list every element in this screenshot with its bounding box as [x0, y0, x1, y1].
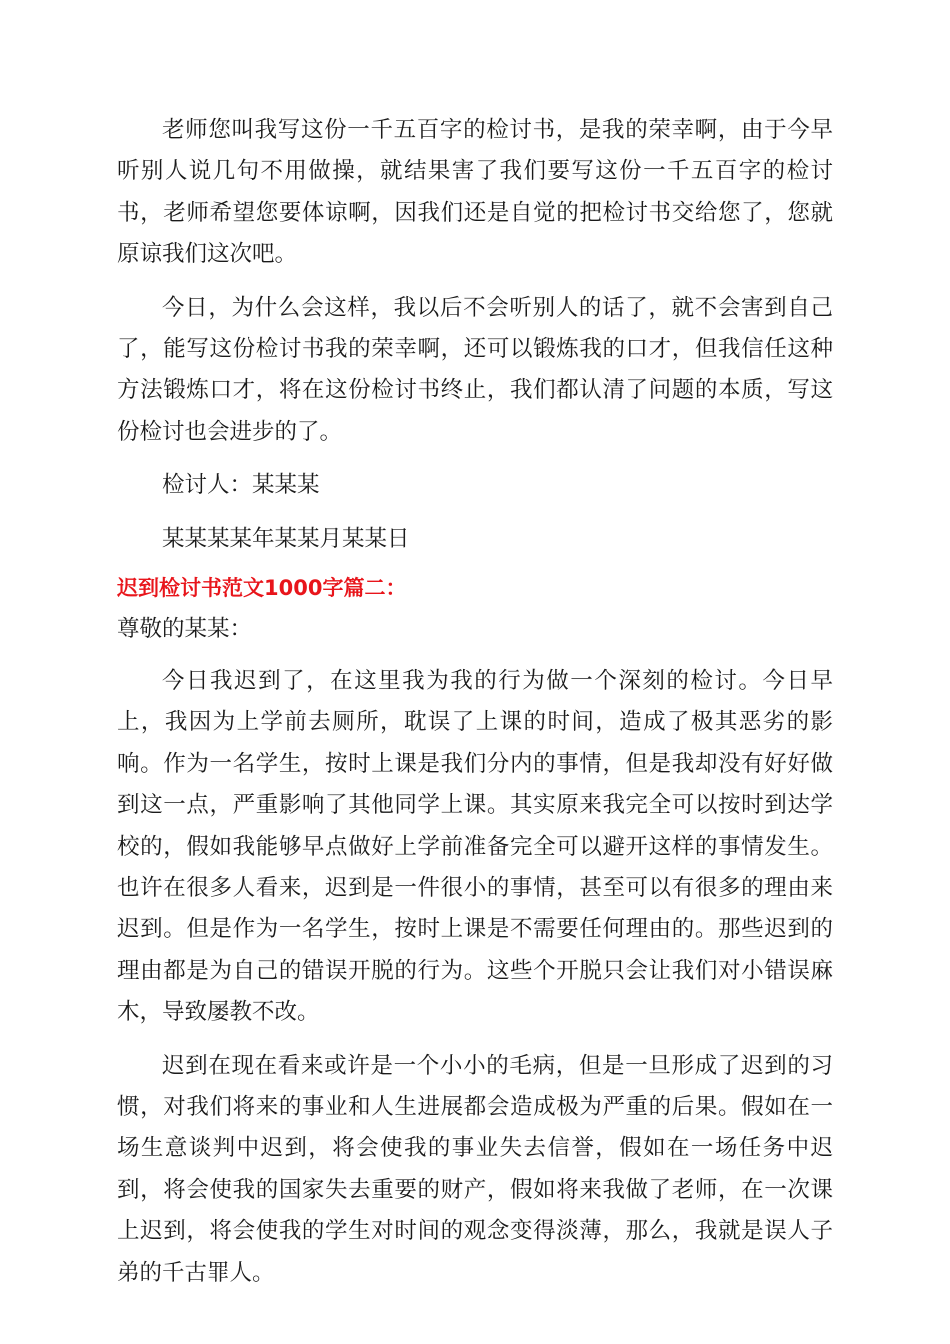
paragraph-2: 今日，为什么会这样，我以后不会听别人的话了，就不会害到自己了，能写这份检讨书我的荣幸啊，还可以锻炼我的口才，但我信任这种方法锻炼口才，将在这份检讨书终止，我们都认清了问题的本质，写这份检讨也会进步的了。 [117, 294, 833, 445]
paragraph-3: 今日我迟到了，在这里我为我的行为做一个深刻的检讨。今日早上，我因为上学前去厕所，耽误了上课的时间，造成了极其恶劣的影响。作为一名学生，按时上课是我们分内的事情，但是我却没有好好做到这一点，严重影响了其他同学上课。其实原来我完全可以按时到达学校的，假如我能够早点做好上学前准备完全可以避开这样的事情发生。也许在很多人看来，迟到是一件很小的事情，甚至可以有很多的理由来迟到。但是作为一名学生，按时上课是不需要任何理由的。那些迟到的理由都是为自己的错误开脱的行为。这些个开脱只会让我们对小错误麻木，导致屡教不改。 [117, 667, 833, 1026]
salutation: 尊敬的某某： [117, 616, 253, 643]
paragraph-4: 迟到在现在看来或许是一个小小的毛病，但是一旦形成了迟到的习惯，对我们将来的事业和人生进展都会造成极为严重的后果。假如在一场生意谈判中迟到，将会使我的事业失去信誉，假如在一场任务中迟到，将会使我的国家失去重要的财产，假如将来我做了老师，在一次课上迟到，将会使我的学生对时间的观念变得淡薄，那么，我就是误人子弟的千古罪人。 [117, 1052, 833, 1286]
date-line: 某某某某年某某月某某日 [162, 525, 410, 552]
paragraph-1: 老师您叫我写这份一千五百字的检讨书，是我的荣幸啊，由于今早听别人说几句不用做操，就结果害了我们要写这份一千五百字的检讨书，老师希望您要体谅啊，因我们还是自觉的把检讨书交给您了，您就原谅我们这次吧。 [117, 117, 833, 268]
signer-line: 检讨人：某某某 [162, 472, 320, 499]
section-heading: 迟到检讨书范文1000字篇二： [117, 576, 407, 601]
document-body [117, 110, 833, 1294]
